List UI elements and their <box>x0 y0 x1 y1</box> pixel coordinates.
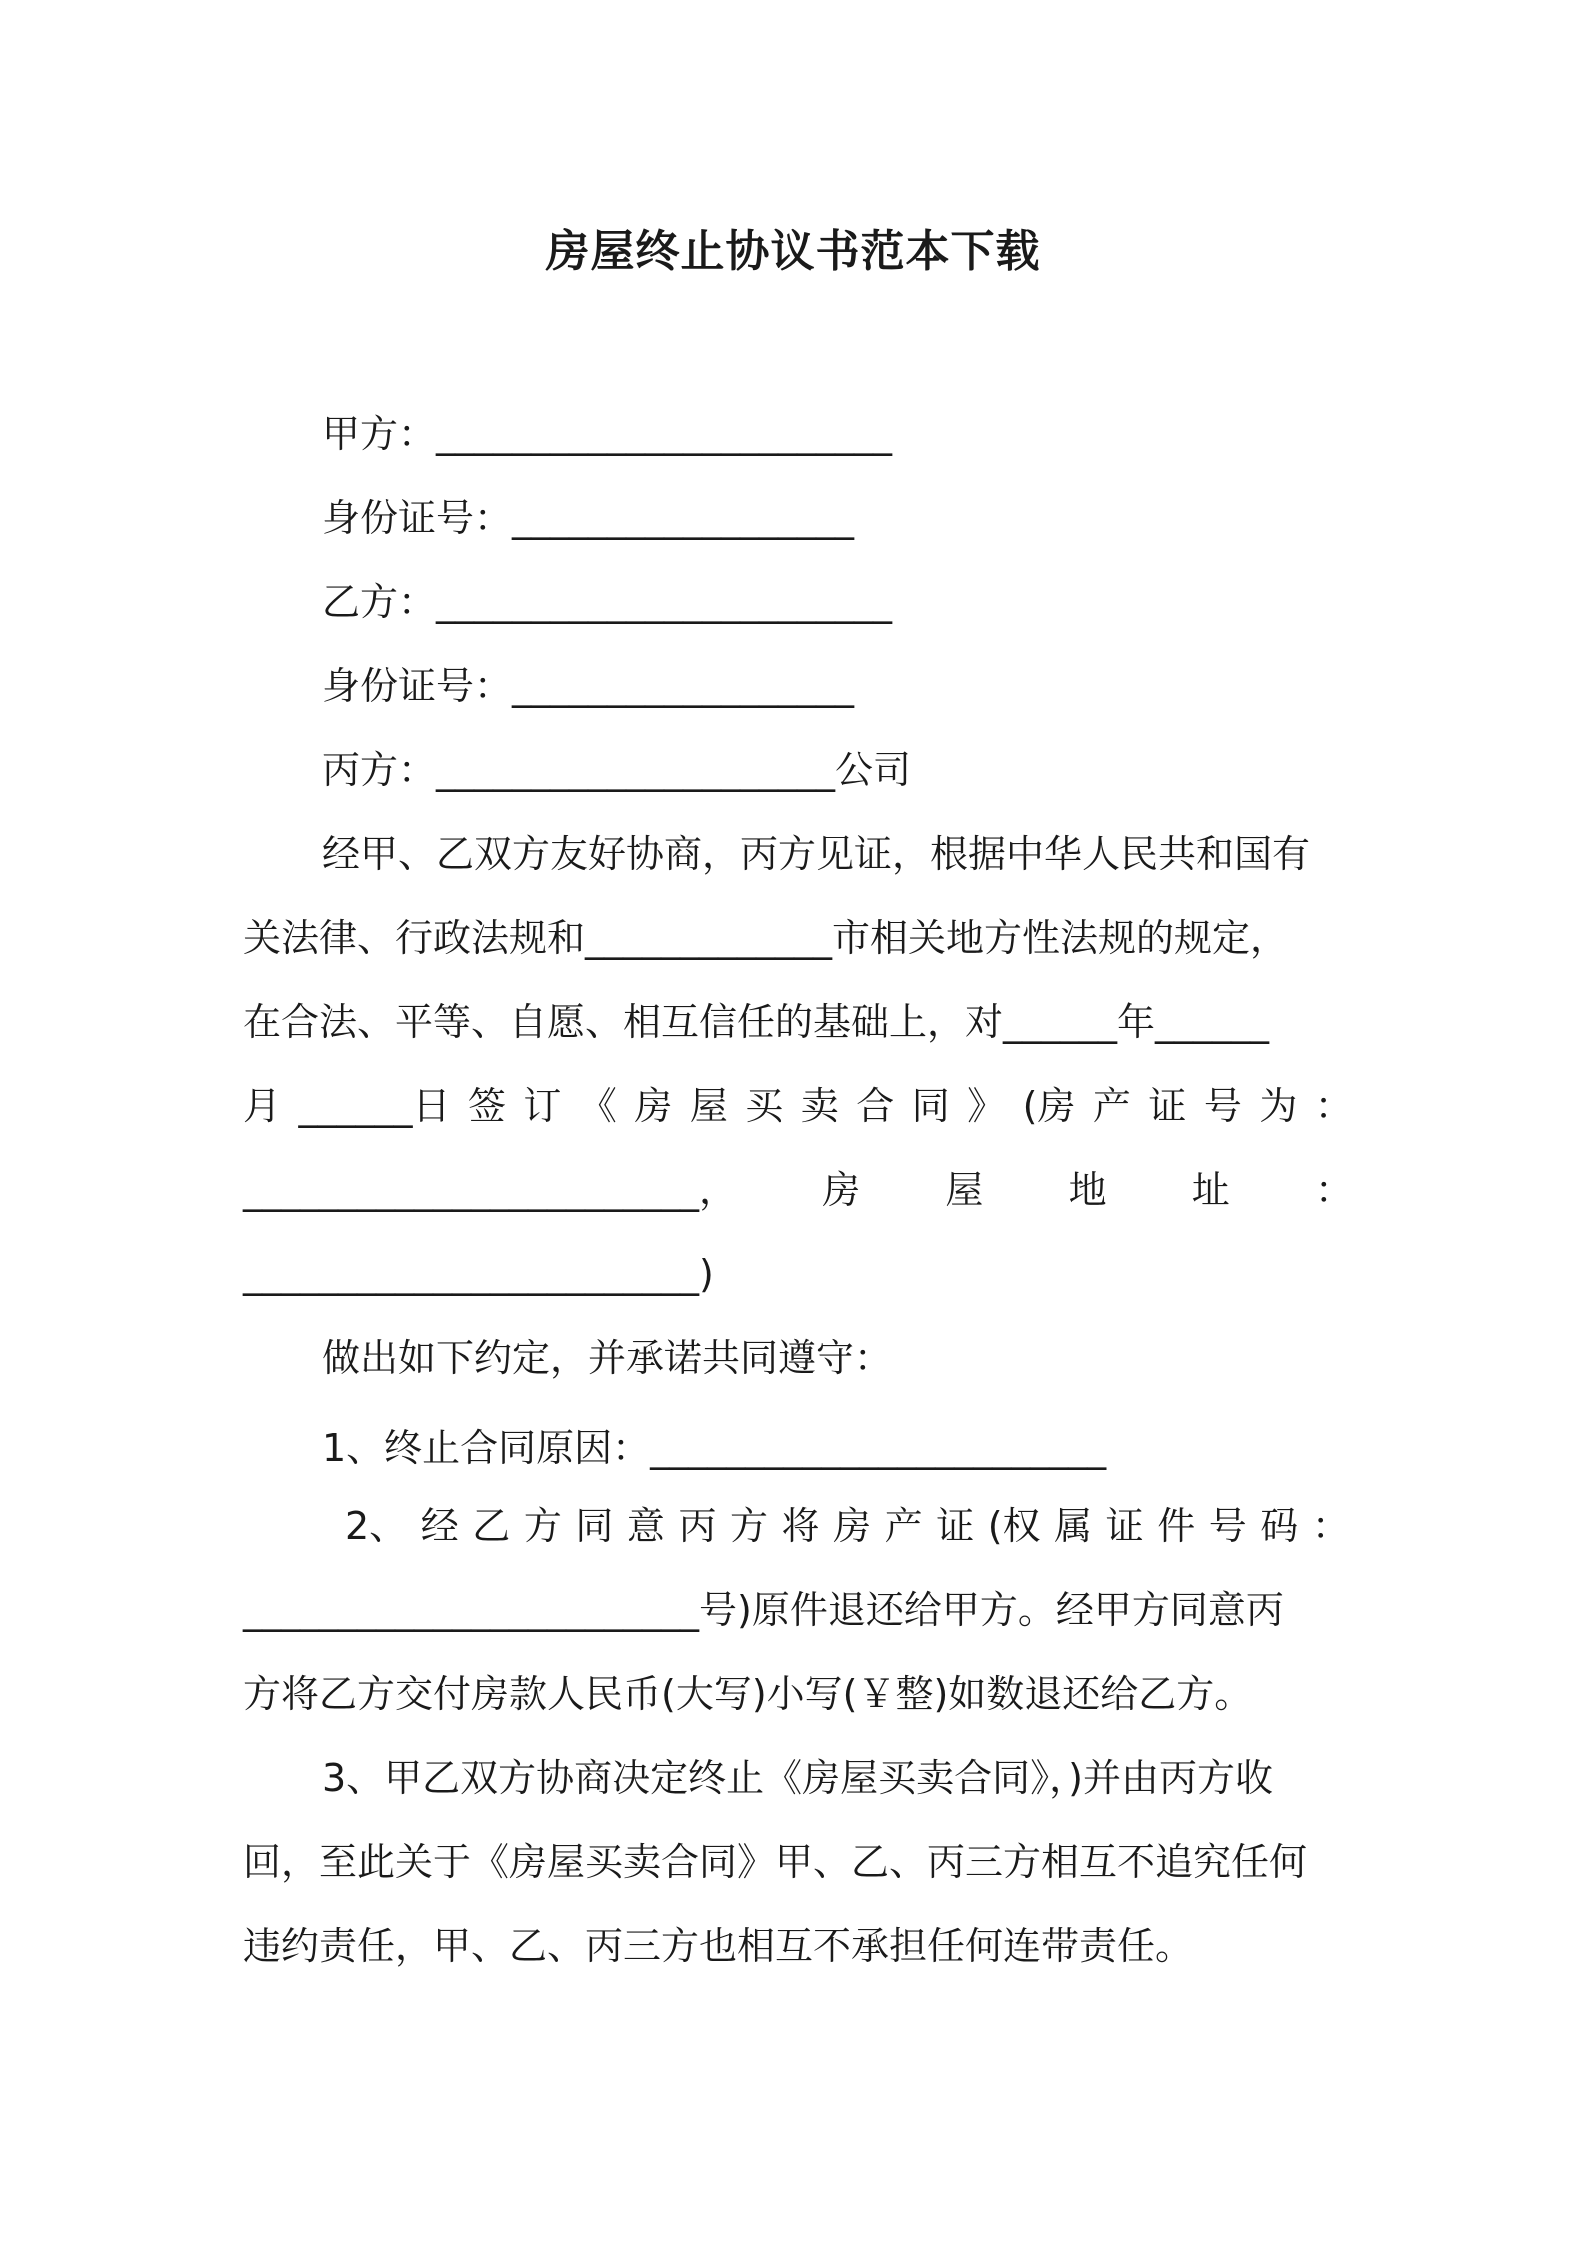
text-segment: ： <box>1311 1504 1350 1548</box>
text-segment: 合 <box>856 1084 895 1128</box>
item1-line: 1、终止合同原因：________________________ <box>322 1426 1107 1470</box>
text-segment: 经 <box>420 1504 459 1548</box>
text-segment: 址 <box>1191 1168 1230 1212</box>
party-a-line: 甲方：________________________ <box>322 412 893 456</box>
text-segment: 》 <box>967 1084 1006 1128</box>
paragraph1-line5 <box>243 1166 1353 1214</box>
text-segment: 号 <box>1208 1504 1247 1548</box>
text-segment: 产 <box>884 1504 923 1548</box>
text-segment: ： <box>1314 1168 1353 1212</box>
text-segment: 乙 <box>472 1504 511 1548</box>
text-segment: 码 <box>1260 1504 1299 1548</box>
text-segment: 签 <box>467 1084 506 1128</box>
text-segment: 证 <box>1105 1504 1144 1548</box>
text-segment: 2、 <box>345 1504 408 1548</box>
text-segment: 月 <box>243 1084 282 1128</box>
text-segment: 买 <box>745 1084 784 1128</box>
text-segment: 为 <box>1259 1084 1298 1128</box>
text-segment: ______日 <box>298 1084 451 1128</box>
text-segment: 同 <box>911 1084 950 1128</box>
item2-line2: ________________________号)原件退还给甲方。经甲方同意丙 <box>243 1588 1284 1632</box>
party-c-line: 丙方：_____________________公司 <box>322 748 912 792</box>
text-segment: 屋 <box>689 1084 728 1128</box>
text-segment: 《 <box>578 1084 617 1128</box>
text-segment: 号 <box>1203 1084 1242 1128</box>
text-segment: ________________________， <box>243 1168 738 1212</box>
paragraph1-line6: ________________________) <box>243 1252 714 1296</box>
text-segment: 丙 <box>678 1504 717 1548</box>
text-segment: 方 <box>523 1504 562 1548</box>
text-segment: 证 <box>936 1504 975 1548</box>
text-segment: 方 <box>730 1504 769 1548</box>
text-segment: ： <box>1314 1084 1353 1128</box>
paragraph2: 做出如下约定，并承诺共同遵守： <box>322 1336 893 1380</box>
text-segment: 意 <box>626 1504 665 1548</box>
text-segment: 属 <box>1054 1504 1093 1548</box>
party-b-id-line: 身份证号：__________________ <box>322 664 855 708</box>
party-a-id-line: 身份证号：__________________ <box>322 496 855 540</box>
text-segment: 房 <box>833 1504 872 1548</box>
text-segment: 将 <box>781 1504 820 1548</box>
text-segment: 同 <box>575 1504 614 1548</box>
text-segment: (权 <box>987 1504 1041 1548</box>
text-segment: 产 <box>1092 1084 1131 1128</box>
paragraph1-line4 <box>243 1082 1353 1130</box>
text-segment: 屋 <box>945 1168 984 1212</box>
party-b-line: 乙方：________________________ <box>322 580 893 624</box>
text-segment: 件 <box>1157 1504 1196 1548</box>
document-title: 房屋终止协议书范本下载 <box>545 226 1041 277</box>
item3-line2: 回，至此关于《房屋买卖合同》甲、乙、丙三方相互不追究任何 <box>243 1840 1308 1884</box>
item2-line1 <box>345 1502 1350 1550</box>
item3-line3: 违约责任，甲、乙、丙三方也相互不承担任何连带责任。 <box>243 1924 1194 1968</box>
paragraph1-line1: 经甲、乙双方友好协商，丙方见证，根据中华人民共和国有 <box>322 832 1311 876</box>
item3-line1: 3、甲乙双方协商决定终止《房屋买卖合同》，)并由丙方收 <box>322 1756 1274 1800</box>
text-segment: 房 <box>822 1168 861 1212</box>
text-segment: (房 <box>1022 1084 1076 1128</box>
item2-line3: 方将乙方交付房款人民币(大写)小写(￥整)如数退还给乙方。 <box>243 1672 1253 1716</box>
text-segment: 卖 <box>800 1084 839 1128</box>
text-segment: 订 <box>523 1084 562 1128</box>
text-segment: 地 <box>1068 1168 1107 1212</box>
text-segment: 证 <box>1148 1084 1187 1128</box>
paragraph1-line2: 关法律、行政法规和_____________市相关地方性法规的规定， <box>243 916 1289 960</box>
paragraph1-line3: 在合法、平等、自愿、相互信任的基础上，对______年______ <box>243 1000 1270 1044</box>
text-segment: 房 <box>634 1084 673 1128</box>
